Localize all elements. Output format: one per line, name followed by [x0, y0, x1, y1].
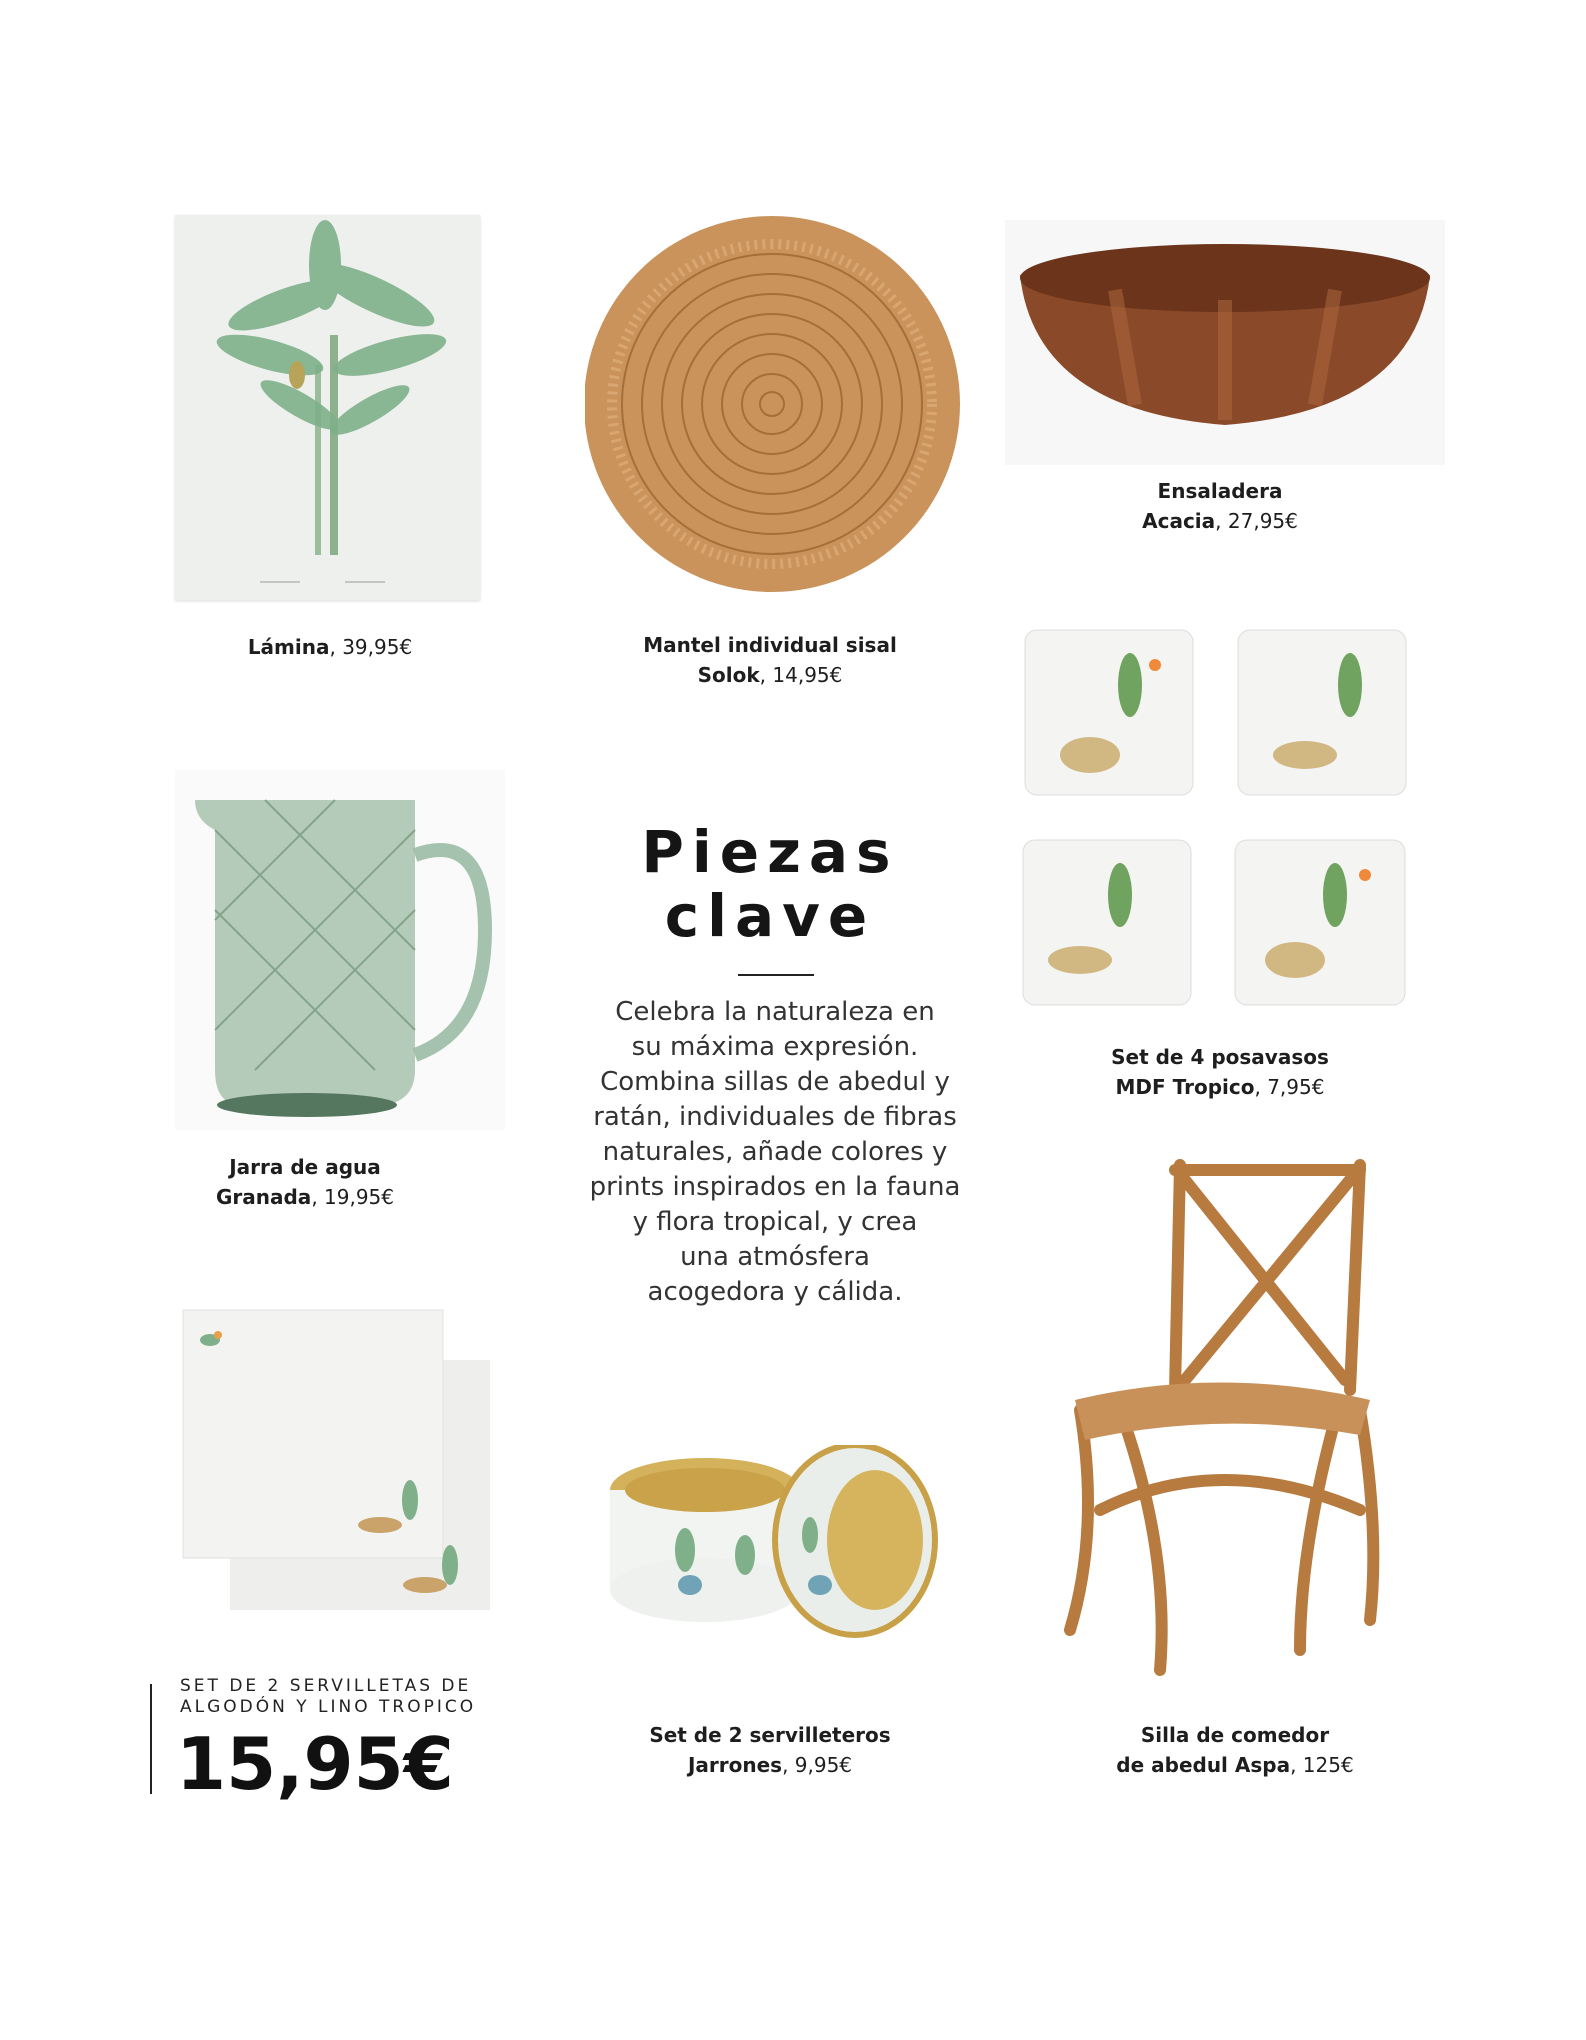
silla-image [1060, 1150, 1400, 1680]
jarra-name: Granada [215, 1185, 312, 1209]
intro-line: su máxima expresión. [631, 1032, 919, 1062]
posavasos-image [1020, 625, 1420, 1010]
promo-divider [150, 1684, 152, 1794]
promo-label [180, 1676, 520, 1718]
intro-line: naturales, añade colores y [602, 1137, 948, 1167]
ensaladera-line1: Ensaladera [1157, 479, 1283, 503]
intro-line: Celebra la naturaleza en [615, 997, 935, 1027]
napkin-rings-illustration [605, 1445, 940, 1645]
mantel-line1: Mantel individual sisal [643, 633, 897, 657]
coasters-illustration [1020, 625, 1420, 1010]
wooden-bowl-illustration [1005, 220, 1445, 465]
lamina-name: Lámina [247, 635, 330, 659]
posavasos-caption [1060, 1042, 1380, 1102]
palm-illustration [175, 215, 480, 600]
servilleteros-caption [625, 1720, 915, 1780]
jarra-caption [180, 1152, 430, 1212]
sisal-placemat-illustration [585, 212, 960, 597]
jarra-image [175, 770, 505, 1130]
title-line-1: Piezas [641, 818, 899, 886]
intro-line: Combina sillas de abedul y [600, 1067, 950, 1097]
jarra-price: , 19,95€ [311, 1185, 395, 1209]
silla-name: de abedul Aspa [1116, 1753, 1291, 1777]
mantel-price: , 14,95€ [759, 663, 843, 687]
promo-label-line1: SET DE 2 SERVILLETAS DE [180, 1676, 472, 1696]
title-divider [738, 974, 814, 976]
page-title [590, 820, 950, 948]
promo-price: 15,95€ [176, 1722, 454, 1806]
intro-line: acogedora y cálida. [647, 1277, 903, 1307]
lamina-image [175, 215, 480, 600]
servilleteros-line1: Set de 2 servilleteros [649, 1723, 891, 1747]
mantel-image [585, 212, 960, 597]
mantel-name: Solok [697, 663, 760, 687]
servilleteros-image [605, 1445, 940, 1645]
title-line-2: clave [664, 882, 876, 950]
intro-line: una atmósfera [680, 1242, 870, 1272]
servilletas-image [180, 1305, 500, 1615]
servilleteros-price: , 9,95€ [782, 1753, 853, 1777]
ensaladera-image [1005, 220, 1445, 465]
lamina-price: , 39,95€ [329, 635, 413, 659]
posavasos-name: MDF Tropico [1115, 1075, 1255, 1099]
napkins-illustration [180, 1305, 500, 1615]
posavasos-price: , 7,95€ [1254, 1075, 1325, 1099]
silla-line1: Silla de comedor [1140, 1723, 1330, 1747]
promo-label-line2: ALGODÓN Y LINO TROPICO [180, 1697, 477, 1717]
mantel-caption [600, 630, 940, 690]
silla-price: , 125€ [1290, 1753, 1354, 1777]
ensaladera-name: Acacia [1142, 509, 1216, 533]
ensaladera-caption [1070, 476, 1370, 536]
ensaladera-price: , 27,95€ [1215, 509, 1298, 533]
posavasos-line1: Set de 4 posavasos [1111, 1045, 1329, 1069]
intro-text [570, 995, 980, 1310]
intro-line: ratán, individuales de fibras [593, 1102, 957, 1132]
lamina-caption [200, 632, 460, 662]
silla-caption [1080, 1720, 1390, 1780]
intro-line: y flora tropical, y crea [632, 1207, 918, 1237]
intro-line: prints inspirados en la fauna [589, 1172, 961, 1202]
servilleteros-name: Jarrones [687, 1753, 783, 1777]
jarra-line1: Jarra de agua [229, 1155, 381, 1179]
glass-jug-illustration [175, 770, 505, 1130]
chair-illustration [1060, 1150, 1400, 1680]
